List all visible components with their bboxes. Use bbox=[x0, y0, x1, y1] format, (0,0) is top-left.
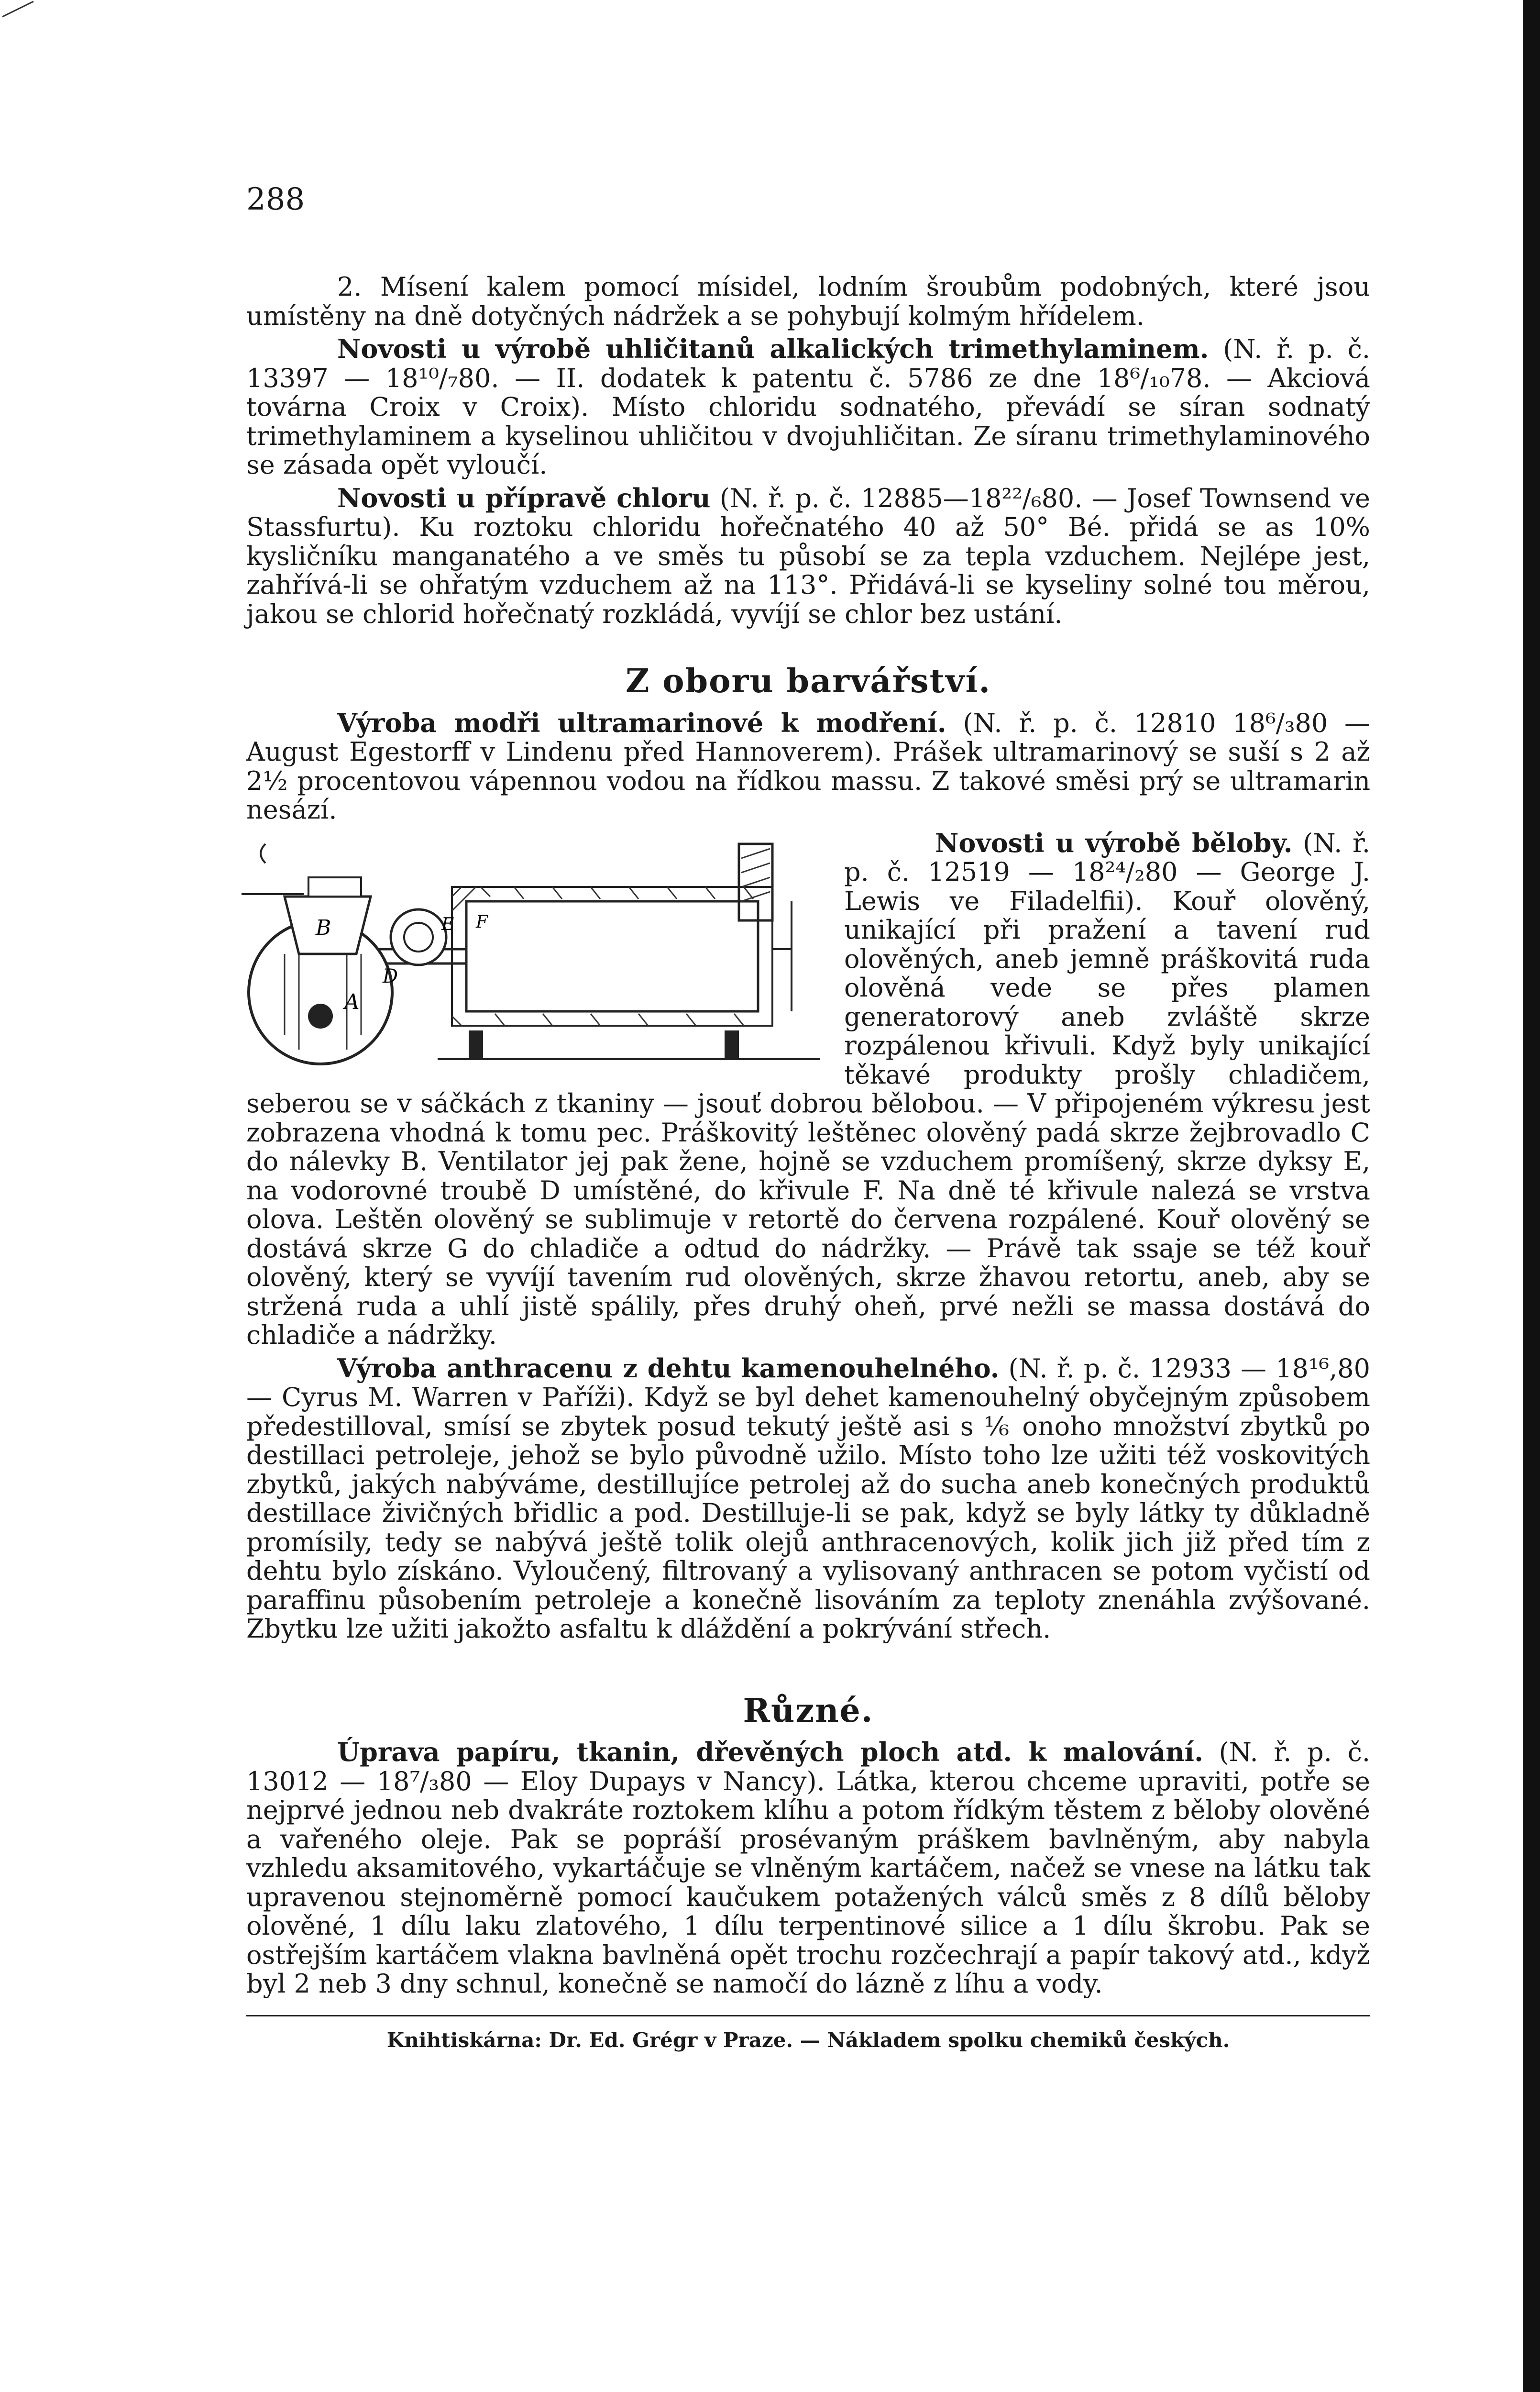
figure-label-d: D bbox=[383, 965, 398, 987]
figure-label-a: A bbox=[344, 989, 360, 1014]
corner-pen-mark bbox=[0, 0, 43, 19]
para-papir bbox=[246, 1738, 1370, 1999]
page-number: 288 bbox=[246, 182, 305, 217]
para-alkali bbox=[246, 334, 1370, 480]
text-papir: (N. ř. p. č. 13012 — 18⁷/₃80 — Eloy Dupays v Nancy). Látka, kterou chceme upraviti, potře se nejprvé jednou neb dvakráte roztokem klíhu a potom řídkým těstem z běloby olověné a vařeného oleje. Pak se popráší prosévaným práškem bavlněným, aby nabyla vzhledu aksamitového, vykartáčuje se vlněným kartáčem, načež se vnese na látku tak upravenou stejnoměrně pomocí kaučukem potažených válců směs z 8 dílů běloby olověné, 1 dílu laku zlatového, 1 dílu terpentinové silice a 1 dílu škrobu. Pak se ostřejším kartáčem vlakna bavlněná opět trochu rozčechrají a papír takový atd., když byl 2 neb 3 dny schnul, konečně se namočí do lázně z líhu a vody. bbox=[246, 1737, 1370, 1999]
page-body bbox=[246, 182, 1370, 2055]
figure-label-b: B bbox=[316, 915, 331, 940]
scan-edge bbox=[1523, 0, 1540, 2392]
text-ultramarin: (N. ř. p. č. 12810 18⁶/₃80 — August Egestorff v Lindenu před Hannoverem). Prášek ultramarinový se suší s 2 až 2½ procentovou vápennou vodou na řídkou massu. Z takové směsi prý se ultramarin nesází. bbox=[246, 708, 1370, 825]
text-beloba: (N. ř. p. č. 12519 — 18²⁴/₂80 — George J. Lewis ve Filadelfii). Kouř olověný, unikající při pražení a tavení rud olověných, aneb jemně práškovitá ruda olověná vede se přes plamen generatorový aneb zvláště skrze rozpálenou křivuli. Když byly unikající těkavé produkty prošly chladičem, seberou se v sáčkách z tkaniny — jsouť dobrou bělobou. — V připojeném výkresu jest zobrazena vhodná k tomu pec. Práškovitý leštěnec olověný padá skrze žejbrovadlo C do nálevky B. Ventilator jej pak žene, hojně se vzduchem promíšený, skrze dyksy E, na vodorovné troubě D umístěné, do křivule F. Na dně té křivule nalezá se vrstva olova. Leštěn olověný se sublimuje v retortě do červena rozpálené. Kouř olověný se dostává skrze G do chladiče a odtud do nádržky. — Právě tak ssaje se též kouř olověný, který se vyvíjí tavením rud olověných, skrze žhavou retortu, aneb, aby se stržená ruda a uhlí jistě spálily, přes druhý oheň, prvé nežli se massa dostává do chladiče a nádržky. bbox=[246, 828, 1371, 1350]
furnace-figure bbox=[227, 834, 825, 1076]
text-chlor: (N. ř. p. č. 12885—18²²/₆80. — Josef Townsend ve Stassfurtu). Ku roztoku chloridu hořečnatého 40 až 50° Bé. přidá se as 10% kysličníku manganatého a ve směs tu působí se za tepla vzduchem. Nejlépe jest, zahřívá-li se ohřatým vzduchem až na 113°. Přidává-li se kyseliny solné tou měrou, jakou se chlorid hořečnatý rozkládá, vyvíjí se chlor bez ustání. bbox=[246, 483, 1371, 629]
text-anthracen: (N. ř. p. č. 12933 — 18¹⁶,80 — Cyrus M. Warren v Paříži). Když se byl dehet kamenouhelný obyčejným způsobem předestilloval, smísí se zbytek posud tekutý ještě asi s ⅙ onoho množství zbytků po destillaci petroleje, jehož se bylo původně užilo. Místo toho lze užiti též voskovitých zbytků, jakých nabýváme, destillujíce petrolej až do sucha aneb konečných produktů destillace živičných břidlic a pod. Destilluje-li se pak, když se byly látky ty důkladně promísily, tedy se nabývá ještě tolik olejů anthracenových, kolik jich již před tím z dehtu bylo získáno. Vyloučený, filtrovaný a vylisovaný anthracen se potom vyčistí od paraffinu působením petroleje a konečně lisováním za teploty znenáhla zvýšované. Zbytku lze užiti jakožto asfaltu k dláždění a pokrývání střech. bbox=[246, 1353, 1371, 1644]
printer-footer: Knihtiskárna: Dr. Ed. Grégr v Praze. — Nákladem spolku chemiků českých. bbox=[386, 2028, 1230, 2052]
text-alkali: (N. ř. p. č. 13397 — 18¹⁰/₇80. — II. dodatek k patentu č. 5786 ze dne 18⁶/₁₀78. — Akciová továrna Croix v Croix). Místo chloridu sodnatého, převádí se síran sodnatý trimethylaminem a kyselinou uhličitou v dvojuhličitan. Ze síranu trimethylaminového se zásada opět vyloučí. bbox=[246, 334, 1370, 480]
para-beloba bbox=[246, 829, 1370, 1350]
heading-chlor: Novosti u přípravě chloru bbox=[337, 482, 711, 513]
para-ultramarin bbox=[246, 709, 1370, 825]
footer-rule bbox=[246, 2015, 1370, 2016]
section-title-barvarstvi: Z oboru barvářství. bbox=[625, 662, 991, 700]
heading-ultramarin: Výroba modři ultramarinové k modření. bbox=[337, 707, 946, 738]
section-title-razne: Různé. bbox=[743, 1691, 874, 1730]
heading-beloba: Novosti u výrobě běloby. bbox=[935, 827, 1293, 858]
para-anthracen bbox=[246, 1354, 1370, 1644]
para-mixing: 2. Mísení kalem pomocí mísidel, lodním šroubům podobných, které jsou umístěny na dně dotyčných nádržek a se pohybují kolmým hřídelem. bbox=[246, 272, 1370, 331]
furnace-drawing bbox=[227, 834, 825, 1076]
figure-label-e: E bbox=[441, 914, 454, 934]
heading-alkali: Novosti u výrobě uhličitanů alkalických trimethylaminem. bbox=[337, 333, 1209, 364]
heading-anthracen: Výroba anthracenu z dehtu kamenouhelného. bbox=[337, 1352, 1000, 1384]
para-chlor bbox=[246, 484, 1370, 629]
figure-label-f: F bbox=[476, 912, 488, 932]
heading-papir: Úprava papíru, tkanin, dřevěných ploch atd. k malování. bbox=[337, 1737, 1203, 1767]
